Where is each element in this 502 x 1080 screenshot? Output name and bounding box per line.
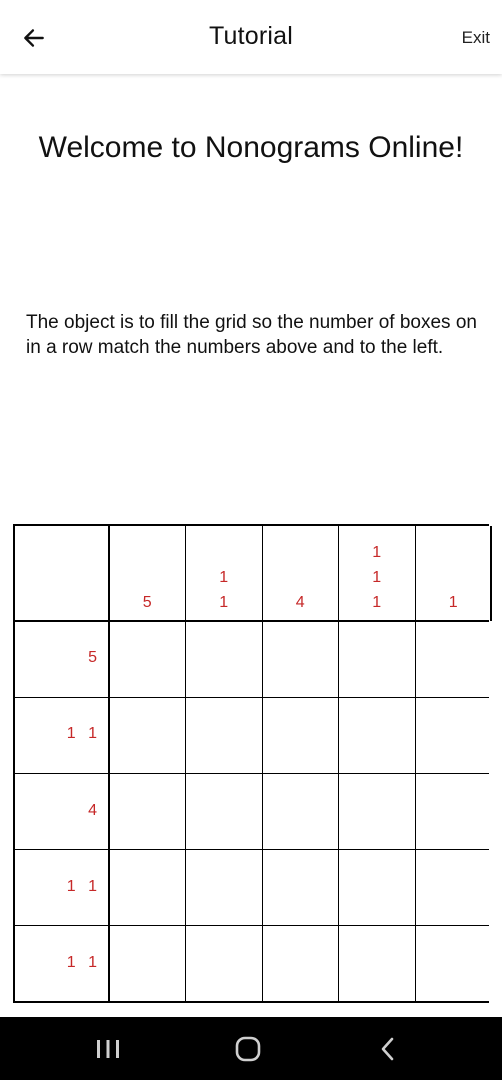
instructions-text: The object is to fill the grid so the number of boxes on in a row match the numbers above and to the left.	[26, 312, 477, 358]
page-title: Tutorial	[208, 22, 294, 50]
grid-cell[interactable]	[263, 851, 338, 925]
back-icon	[377, 1035, 399, 1063]
grid-cell[interactable]	[187, 698, 262, 772]
nonogram-grid	[13, 524, 489, 1003]
grid-cell[interactable]	[110, 774, 185, 848]
grid-cell[interactable]	[340, 851, 415, 925]
grid-cell[interactable]	[187, 774, 262, 848]
grid-cell[interactable]	[416, 774, 491, 848]
grid-cell[interactable]	[263, 927, 338, 1001]
grid-cell[interactable]	[187, 622, 262, 696]
grid-cell[interactable]	[416, 698, 491, 772]
grid-cell[interactable]	[340, 622, 415, 696]
column-clue: 4	[295, 594, 305, 611]
grid-cell[interactable]	[416, 622, 491, 696]
system-nav-bar	[0, 1017, 502, 1080]
grid-cell[interactable]	[340, 927, 415, 1001]
grid-cell[interactable]	[110, 851, 185, 925]
recent-apps-button[interactable]	[78, 1029, 138, 1069]
row-clue: 1 1	[66, 953, 101, 971]
home-button[interactable]	[218, 1029, 278, 1069]
grid-cell[interactable]	[110, 622, 185, 696]
grid-cell[interactable]	[340, 774, 415, 848]
column-clue: 1	[448, 594, 458, 611]
column-clue: 1 1 1	[372, 544, 382, 611]
row-clue: 1 1	[66, 725, 101, 743]
nav-back-button[interactable]	[358, 1029, 418, 1069]
grid-cell[interactable]	[416, 927, 491, 1001]
row-clue: 4	[88, 801, 101, 819]
row-clue: 5	[88, 649, 101, 667]
grid-cell[interactable]	[110, 698, 185, 772]
home-icon	[234, 1035, 262, 1063]
grid-cell[interactable]	[187, 927, 262, 1001]
grid-cell[interactable]	[263, 698, 338, 772]
column-clue: 5	[142, 594, 152, 611]
grid-cell[interactable]	[263, 774, 338, 848]
row-clue: 1 1	[66, 877, 101, 895]
exit-button[interactable]: Exit	[461, 28, 490, 47]
welcome-heading: Welcome to Nonograms Online!	[38, 131, 464, 164]
app-bar	[0, 0, 502, 74]
grid-cell[interactable]	[263, 622, 338, 696]
grid-cell[interactable]	[187, 851, 262, 925]
grid-cell[interactable]	[340, 698, 415, 772]
grid-cell[interactable]	[110, 927, 185, 1001]
column-clue: 1 1	[219, 569, 229, 611]
grid-cell[interactable]	[416, 851, 491, 925]
recent-apps-icon	[95, 1037, 121, 1061]
